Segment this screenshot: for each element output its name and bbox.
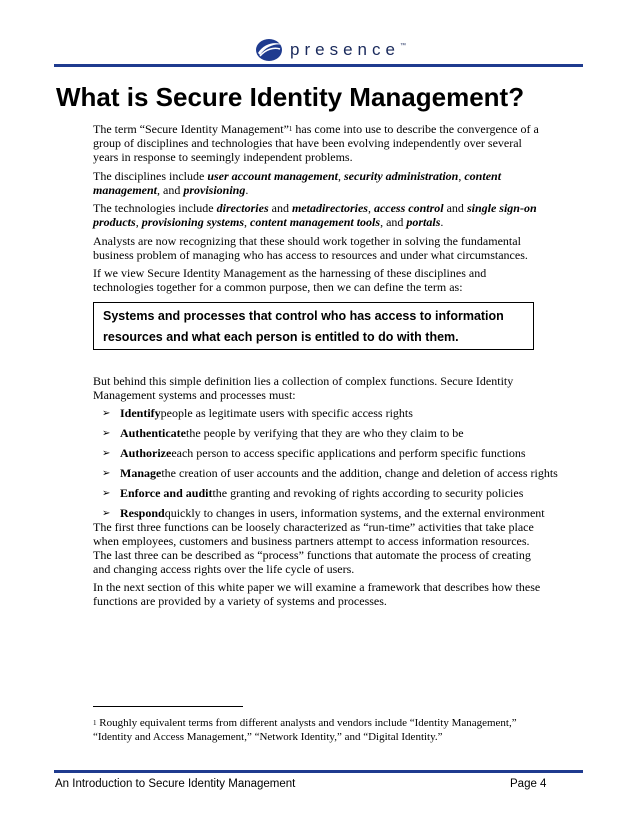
paragraph-intro: The term “Secure Identity Management”$^1$ has come into use to describe the convergence of a group of disciplines and technologies that have been evolving independently over several years in response to seemingly independent problems.	[93, 122, 539, 164]
list-item: ➢ Authenticate the people by verifying that they are who they claim to be	[102, 425, 464, 440]
list-item: ➢ Manage the creation of user accounts and the addition, change and deletion of access rights	[102, 465, 558, 480]
list-item: ➢ Authorize each person to access specific applications and perform specific functions	[102, 445, 526, 460]
presence-logo	[254, 36, 406, 64]
footnote-ref: 1	[288, 125, 293, 133]
footnote-separator	[93, 706, 243, 707]
paragraph-functions-lead: But behind this simple definition lies a collection of complex functions. Secure Identity Management systems and processes must:	[93, 374, 514, 402]
definition-box	[93, 302, 534, 350]
header-rule	[54, 64, 583, 67]
arrow-bullet-icon: ➢	[102, 507, 111, 519]
paragraph-definition-lead: If we view Secure Identity Management as the harnessing of these disciplines and technologies together for a common purpose, then we can define the term as:	[93, 266, 487, 294]
arrow-bullet-icon: ➢	[102, 447, 111, 459]
footer-page-number: Page 4	[510, 778, 547, 790]
arrow-bullet-icon: ➢	[102, 407, 111, 419]
page-title: What is Secure Identity Management?	[56, 82, 525, 112]
arrow-bullet-icon: ➢	[102, 467, 111, 479]
logo-wordmark: presence™	[290, 40, 406, 59]
footer-rule	[54, 770, 583, 773]
list-item: ➢ Enforce and audit the granting and revoking of rights according to security policies	[102, 485, 524, 500]
footer-document-title: An Introduction to Secure Identity Management	[55, 778, 296, 790]
paragraph-technologies: The technologies include directories and metadirectories, access control and single sign-on products, provisioning systems, content management tools, and portals.	[93, 201, 537, 229]
definition-line-2: resources and what each person is entitled to do with them.	[103, 330, 459, 344]
paragraph-runtime: The first three functions can be loosely characterized as “run-time” activities that take place when employees, customers and business partners attempt to access information resources. The last three can be described as “process” functions that automate the process of creating and changing access rights over the life cycle of users.	[93, 520, 534, 576]
paragraph-analysts: Analysts are now recognizing that these should work together in solving the fundamental business problem of managing who has access to resources and under what circumstances.	[93, 234, 528, 262]
paragraph-next-section: In the next section of this white paper we will examine a framework that describes how these functions are provided by a variety of systems and processes.	[93, 580, 541, 608]
footnote: $^1$ Roughly equivalent terms from different analysts and vendors include “Identity Management,” “Identity and Access Management,” “Network Identity,” and “Digital Identity.”	[93, 717, 517, 743]
arrow-bullet-icon: ➢	[102, 427, 111, 439]
list-item: ➢ Identify people as legitimate users with specific access rights	[102, 405, 413, 420]
presence-logo-mark-icon	[254, 37, 284, 63]
definition-line-1: Systems and processes that control who has access to information	[103, 309, 504, 323]
paragraph-disciplines: The disciplines include user account management, security administration, content management, and provisioning.	[93, 169, 502, 197]
list-item: ➢ Respond quickly to changes in users, information systems, and the external environment	[102, 505, 545, 520]
arrow-bullet-icon: ➢	[102, 487, 111, 499]
functions-list	[102, 403, 558, 523]
